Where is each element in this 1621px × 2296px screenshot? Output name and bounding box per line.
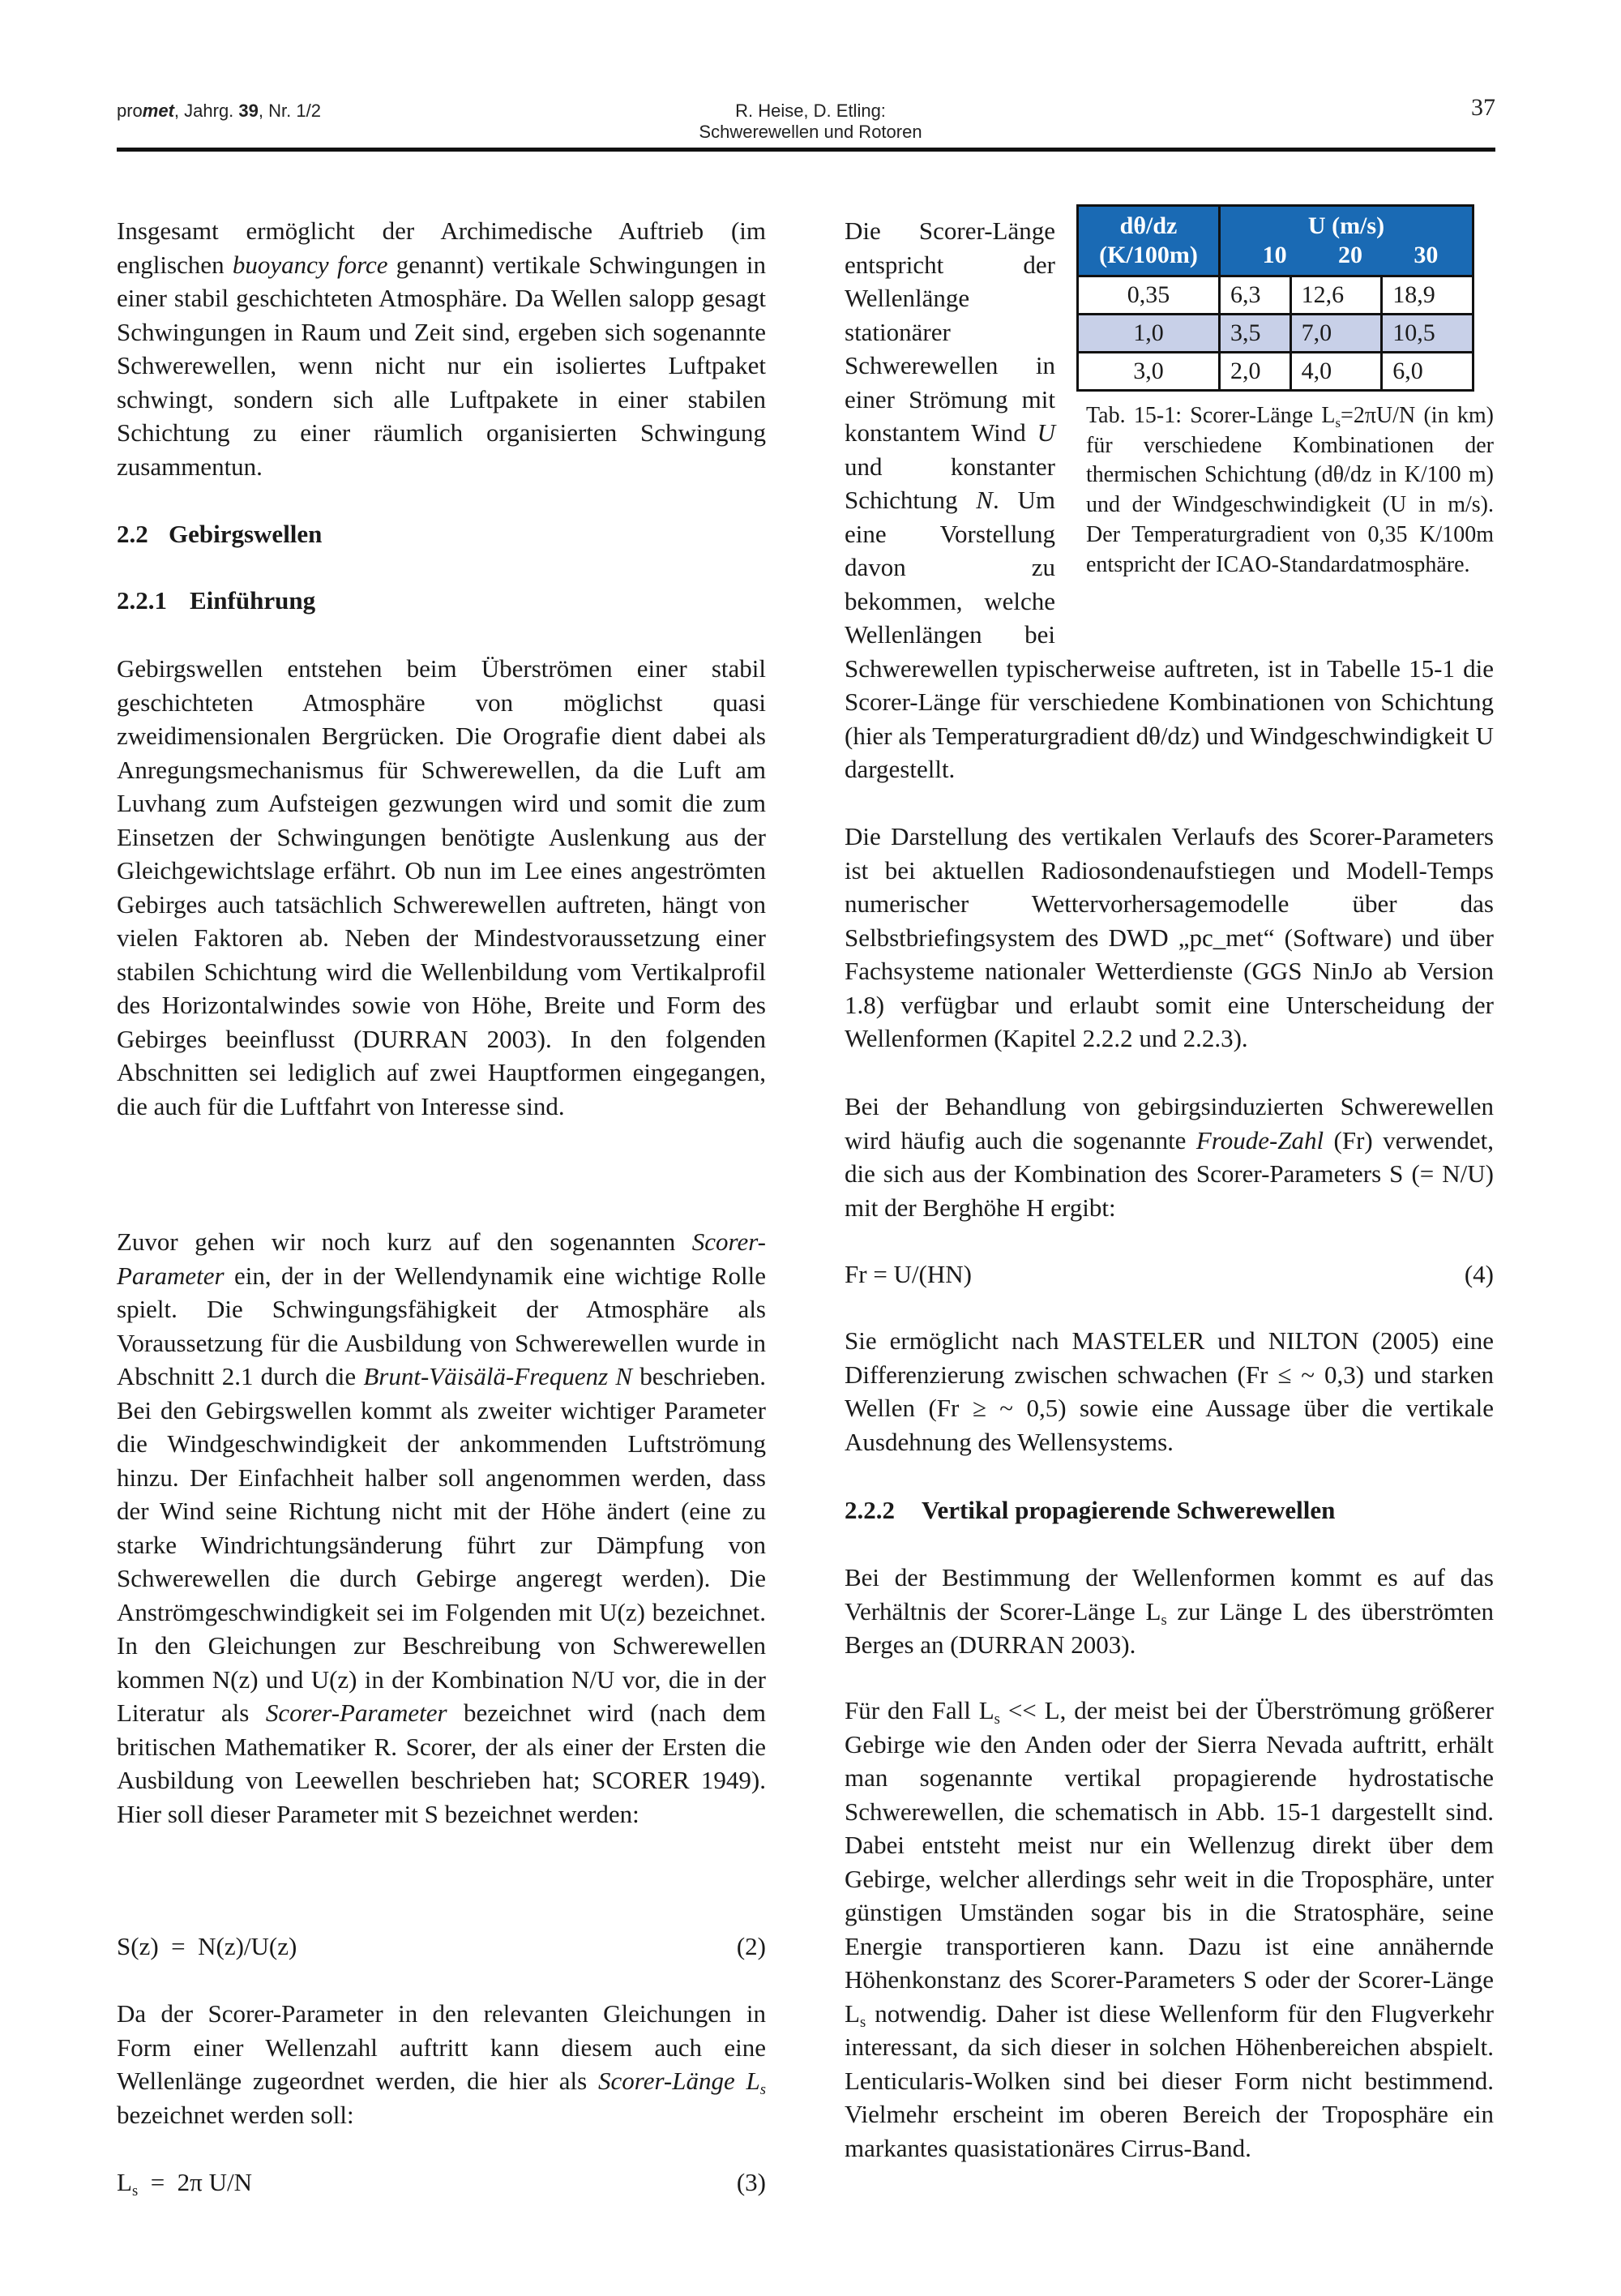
subscript: s [994, 1711, 1000, 1728]
subscript: s [859, 2013, 866, 2031]
u-value: 10 [1262, 242, 1287, 268]
italic-term: buoyancy force [232, 250, 388, 279]
equation-label: (4) [1464, 1260, 1494, 1288]
header-group: U (m/s) [1307, 212, 1385, 239]
italic-term: U [1037, 418, 1055, 447]
equation-3 [117, 2165, 766, 2200]
table-row [1078, 276, 1473, 315]
text: notwendig. Daher ist diese Wellenform für den Flugverkehr interessant, da sich dieser in solchen Höhenbereichen abspielt. Lenticularis-Wolken sind bei dieser Form nicht bestimmend. Vielmehr erscheint im oberen Bereich der Troposphäre ein markantes quasistationäres Cirrus-Band. [845, 1998, 1494, 2162]
header-rule [117, 148, 1495, 152]
text: Die Scorer-Länge entspricht der Wellenlänge stationärer Schwerewellen in einer Strömung mit konstantem Wind [845, 216, 1055, 447]
equation-symbol: L [117, 2168, 132, 2196]
table-cell: 6,3 [1220, 276, 1291, 315]
paragraph [117, 214, 766, 483]
table-row [1078, 353, 1473, 391]
text: Tab. 15-1: Scorer-Länge L [1086, 403, 1336, 428]
table-header-row [1078, 206, 1473, 276]
paragraph: Die Darstellung des vertikalen Verlaufs des Scorer-Parameters ist bei aktuellen Radiosondenaufstiegen und Modell-Temps numerischer Wettervorhersagemodelle über das Selbstbriefingsystem des DWD „pc_met“ (Software) und über Fachsysteme nationaler Wetterdienste (GGS NinJo ab Version 1.8) verfügbar und erlaubt somit eine Unterscheidung der Wellenformen (Kapitel 2.2.2 und 2.2.3). [845, 822, 1494, 1052]
text: Insgesamt ermöglicht der Archimedische Auftrieb (im englischen [117, 216, 766, 279]
u-value: 30 [1414, 242, 1439, 268]
header-text: dθ/dz [1119, 212, 1178, 239]
paragraph [845, 1090, 1494, 1224]
text: Für den Fall L [845, 1696, 994, 1724]
table-caption [1086, 401, 1494, 580]
authors: R. Heise, D. Etling: [735, 101, 886, 121]
table-cell: 4,0 [1290, 353, 1382, 391]
text: genannt) vertikale Schwingungen in einer stabil geschichteten Atmosphäre. Da Wellen salopp gesagt Schwingungen in Raum und Zeit sind, ergeben sich sogenannte Schwerewellen, wenn nicht nur ein isoliertes Luftpaket schwingt, sondern sich alle Luftpakete in einer stabilen Schichtung zu einer räumlich organisierten Schwingung zusammentun. [117, 250, 766, 481]
header-text: (K/100m) [1099, 242, 1198, 268]
text: ein, der in der Wellendynamik eine wichtige Rolle spielt. Die Schwingungsfähigkeit der Atmosphäre als Voraussetzung für die Ausbildung von Schwerewellen wurde in Abschnitt 2.1 durch die [117, 1261, 766, 1390]
intro-with-table [845, 214, 1494, 786]
header-u [1220, 206, 1473, 276]
text: =2πU/N (in km) für verschiedene Kombinationen der thermischen Schichtung (dθ/dz in K/100 m) und der Windgeschwindigkeit (U in m/s). Der Temperaturgradient von 0,35 K/100m entspricht der ICAO-Standardatmosphäre. [1086, 403, 1494, 577]
section-heading-2-2 [117, 517, 766, 551]
table-cell: 6,0 [1382, 353, 1473, 391]
text: Bei der Bestimmung der Wellenformen kommt es auf das Verhältnis der Scorer-Länge L [845, 1563, 1494, 1626]
paragraph [845, 1561, 1494, 1662]
page-number: 37 [1471, 94, 1495, 121]
equation-2 [117, 1930, 766, 1964]
table-cell: 3,0 [1078, 353, 1220, 391]
equation-formula: Fr = U/(HN) [845, 1260, 972, 1288]
text: Zuvor gehen wir noch kurz auf den sogenannten [117, 1227, 692, 1256]
text: << L, der meist bei der Überströmung größerer Gebirge wie den Anden oder der Sierra Nevada auftritt, erhält man sogenannte vertikal propagierende hydrostatische Schwerewellen, die schematisch in Abb. 15-1 dargestellt sind. Dabei entsteht meist nur ein Wellenzug direkt über dem Gebirge, welcher allerdings sehr weit in die Troposphäre, unter günstigen Umständen sogar bis in die Stratosphäre, seine Energie transportieren kann. Dazu ist eine annähernde Höhenkonstanz des Scorer-Parameters S oder der Scorer-Länge L [845, 1696, 1494, 2028]
equation-label: (2) [736, 1932, 766, 1960]
table-cell: 7,0 [1290, 315, 1382, 353]
paragraph [845, 1694, 1494, 2165]
article-title: Schwerewellen und Rotoren [699, 122, 922, 142]
section-number: 2.2.1 [117, 586, 167, 615]
text: beschrieben. Bei den Gebirgswellen kommt als zweiter wichtiger Parameter die Windgeschwindigkeit der ankommenden Luftströmung hinzu. Der Einfachheit halber soll angenommen werden, dass der Wind seine Richtung nicht mit der Höhe ändert (eine zu starke Windrichtungsänderung führt zur Dämpfung von Schwerewellen die durch Gebirge angeregt werden). Die Anströmgeschwindigkeit sei im Folgenden mit U(z) bezeichnet. In den Gleichungen zur Beschreibung von Schwerewellen kommen N(z) und U(z) in der Kombination N/U vor, die in der Literatur als [117, 1362, 766, 1727]
jahrg-label: , Jahrg. [173, 101, 239, 121]
table-cell: 3,5 [1220, 315, 1291, 353]
paragraph: Gebirgswellen entstehen beim Überströmen einer stabil geschichteten Atmosphäre von möglichst quasi zweidimensionalen Bergrücken. Die Orografie dient dabei als Anregungsmechanismus für Schwerewellen, da die Luft am Luvhang zum Aufsteigen gezwungen wird und somit die zum Einsetzen der Schwingungen benötigte Auslenkung aus der Gleichgewichtslage erfährt. Ob nun im Lee eines angeströmten Gebirges auch tatsächlich Schwerewellen auftreten, hängt von vielen Faktoren ab. Neben der Mindestvoraussetzung einer stabilen Schichtung wird die Wellenbildung vom Vertikalprofil des Horizontalwindes sowie von Höhe, Breite und Form des Gebirges beeinflusst (DURRAN 2003). In den folgenden Abschnitten sei lediglich auf zwei Hauptformen eingegangen, die auch für die Luftfahrt von Interesse sind. [117, 654, 766, 1120]
u-value: 20 [1337, 242, 1362, 268]
text: und konstanter Schichtung [845, 452, 1055, 514]
section-number: 2.2.2 [845, 1496, 895, 1524]
section-heading-2-2-2 [845, 1493, 1494, 1527]
table-cell: 18,9 [1382, 276, 1473, 315]
scorer-length-table [1076, 204, 1474, 392]
header-dtheta [1078, 206, 1220, 276]
table-cell: 0,35 [1078, 276, 1220, 315]
section-title: Gebirgswellen [169, 520, 323, 548]
table-cell: 2,0 [1220, 353, 1291, 391]
italic-term: Scorer-Parameter [117, 1227, 766, 1290]
text: zur Länge L des überströmten Berges an (DURRAN 2003). [845, 1596, 1494, 1659]
subscript: s [759, 2081, 766, 2098]
italic-term: Scorer-Länge L [598, 2067, 760, 2095]
section-title: Einführung [190, 586, 316, 615]
text: (Fr) verwendet, die sich aus der Kombination des Scorer-Parameters S (= N/U) mit der Berghöhe H ergibt: [845, 1125, 1494, 1222]
text: bezeichnet werden soll: [117, 2100, 354, 2129]
equation-4 [845, 1257, 1494, 1292]
volume: 39 [238, 101, 259, 121]
table-cell: 12,6 [1290, 276, 1382, 315]
journal-prefix: pro [117, 101, 143, 121]
italic-term: Scorer-Parameter [265, 1698, 447, 1727]
equation-formula: S(z) = N(z)/U(z) [117, 1932, 297, 1960]
italic-term: Froude-Zahl [1195, 1125, 1324, 1154]
text: Bei der Behandlung von gebirgsinduzierten Schwerewellen wird häufig auch die sogenannte [845, 1092, 1494, 1154]
equation-formula: = 2π U/N [138, 2168, 252, 2196]
paragraph [117, 1225, 766, 1831]
section-number: 2.2 [117, 520, 148, 548]
table-cell: 10,5 [1382, 315, 1473, 353]
text: bezeichnet wird (nach dem britischen Mathematiker R. Scorer, der als einer der Ersten die Ausbildung von Leewellen beschrieben hat; SCORER 1949). Hier soll dieser Parameter mit S bezeichnet werden: [117, 1698, 766, 1828]
subscript: s [1335, 415, 1341, 430]
equation-label: (3) [736, 2168, 766, 2196]
issue: , Nr. 1/2 [258, 101, 321, 121]
subscript: s [131, 2182, 139, 2200]
table-15-1 [1086, 204, 1494, 642]
text: Da der Scorer-Parameter in den relevanten Gleichungen in Form einer Wellenzahl auftritt kann diesem auch eine Wellenlänge zugeordnet werden, die hier als [117, 1999, 766, 2095]
table-row [1078, 315, 1473, 353]
paragraph: Sie ermöglicht nach MASTELER und NILTON (2005) eine Differenzierung zwischen schwachen (Fr ≤ ~ 0,3) und starken Wellen (Fr ≥ ~ 0,5) sowie eine Aussage über die vertikale Ausdehnung des Wellensystems. [845, 1326, 1494, 1456]
paragraph [117, 1997, 766, 2131]
italic-term: N [976, 486, 993, 514]
running-header [567, 101, 1054, 143]
section-title: Vertikal propagierende Schwerewellen [922, 1496, 1336, 1524]
journal-name: met [142, 101, 174, 121]
subscript: s [1161, 1611, 1167, 1629]
section-heading-2-2-1 [117, 584, 766, 618]
italic-term: Brunt-Väisälä-Frequenz N [363, 1362, 633, 1390]
journal-citation [117, 101, 321, 122]
text: . Um eine Vorstellung davon zu bekommen, welche Wellenlängen bei Schwerewellen typischerweise auftreten, ist in Tabelle 15-1 die Scorer-Länge für verschiedene Kombinationen von Schichtung (hier als Temperaturgradient dθ/dz) und Windgeschwindigkeit U dargestellt. [845, 486, 1494, 783]
table-cell: 1,0 [1078, 315, 1220, 353]
